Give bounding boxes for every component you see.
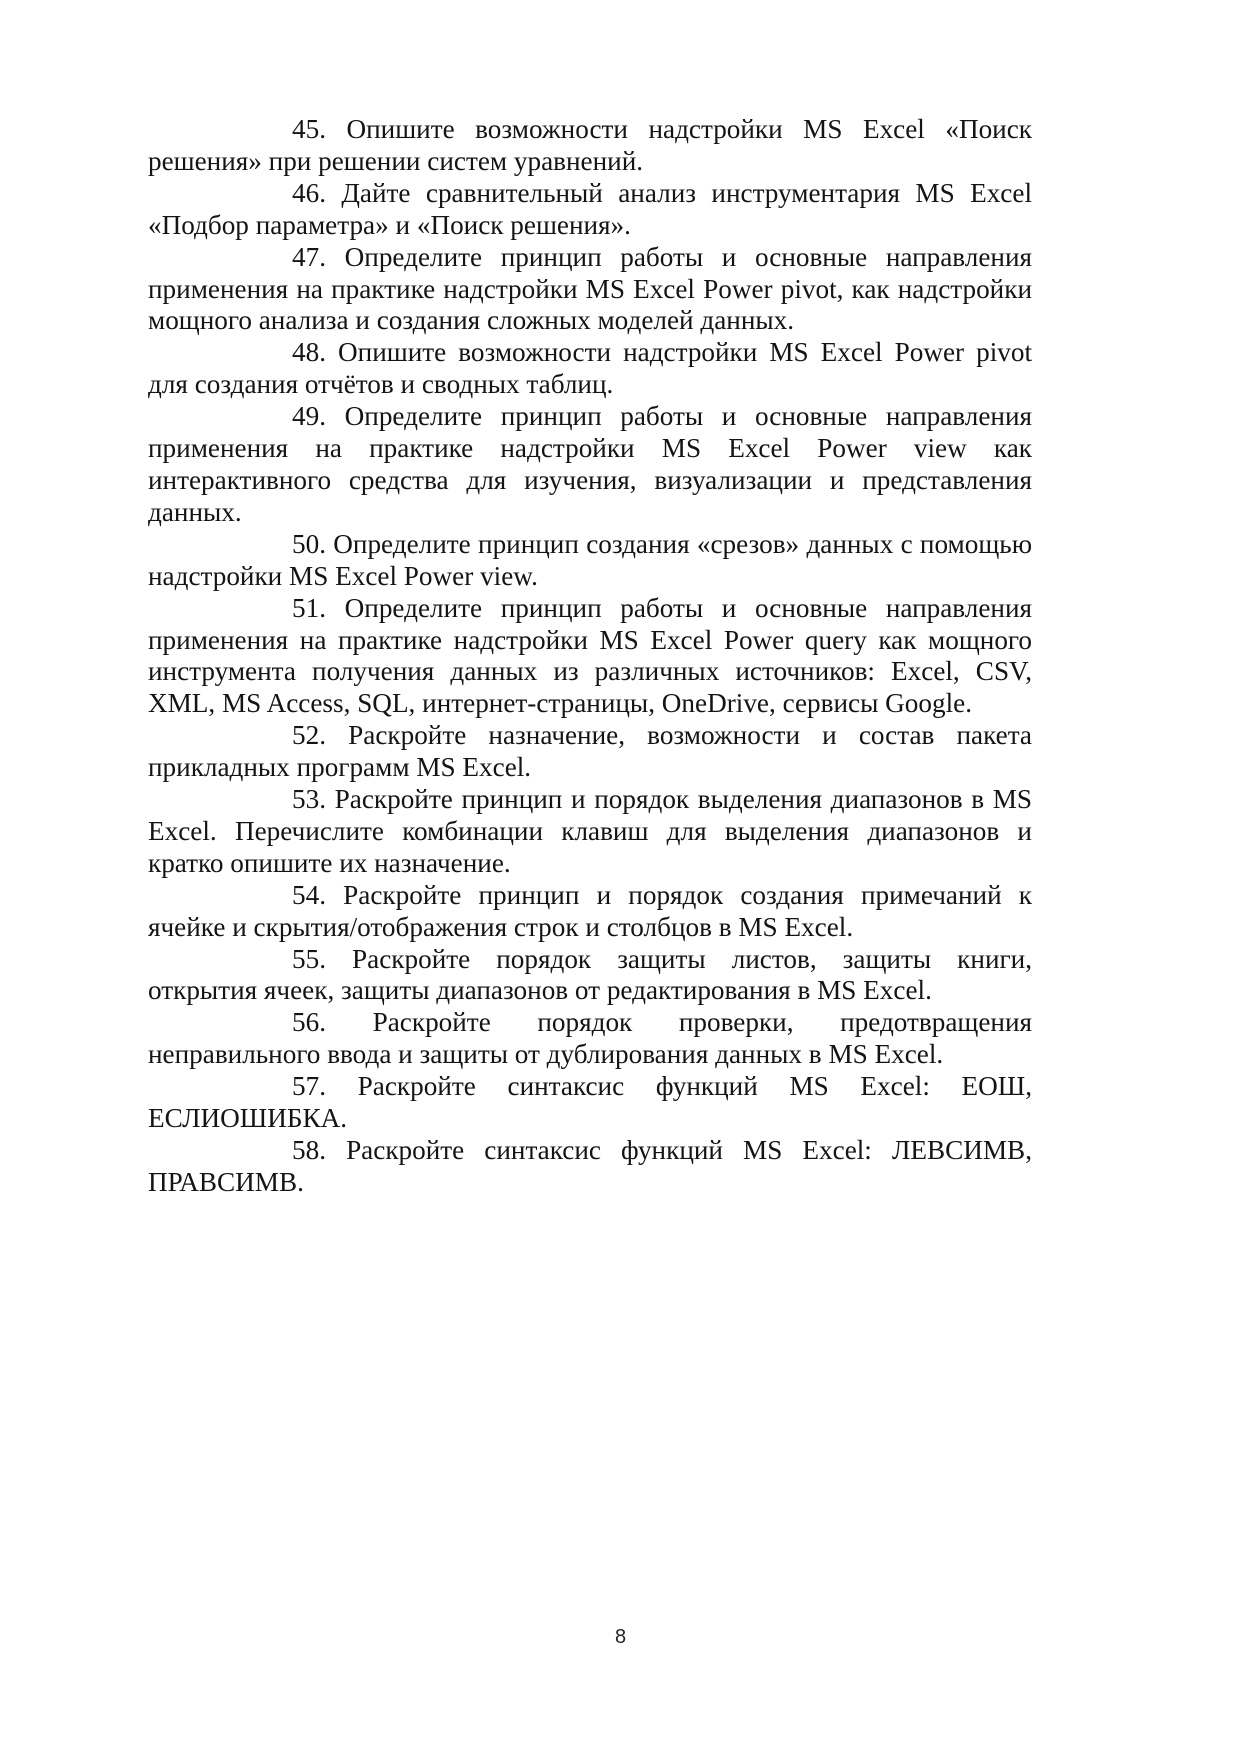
question-number: 49. — [292, 401, 326, 432]
question-text: Раскройте назначение, возможности и состав пакета прикладных программ MS Excel. — [148, 720, 1032, 783]
question-number: 52. — [292, 720, 326, 751]
question-number: 47. — [292, 241, 326, 272]
question-text: Раскройте синтаксис функций MS Excel: ЕОШ, ЕСЛИОШИБКА. — [148, 1071, 1033, 1134]
page-number: 8 — [614, 1626, 627, 1648]
question-number: 54. — [292, 879, 326, 910]
question-number: 48. — [292, 337, 326, 368]
question-item — [148, 337, 1032, 401]
question-text: Раскройте синтаксис функций MS Excel: ЛЕВСИМВ, ПРАВСИМВ. — [148, 1135, 1032, 1197]
question-text: Раскройте принцип и порядок создания примечаний к ячейке и скрытия/отображения строк и столбцов в MS Excel. — [148, 879, 1033, 942]
question-item — [148, 242, 1032, 338]
question-number: 57. — [292, 1071, 326, 1102]
question-number: 56. — [292, 1007, 326, 1038]
question-item — [148, 880, 1032, 944]
question-item — [148, 178, 1032, 242]
question-item — [148, 529, 1032, 593]
question-text: Раскройте порядок проверки, предотвращения неправильного ввода и защиты от дублирования данных в MS Excel. — [148, 1007, 1033, 1070]
question-number: 50. — [292, 528, 326, 559]
question-item — [148, 1071, 1032, 1135]
question-list — [148, 114, 1032, 1199]
question-item — [148, 784, 1032, 880]
question-text: Определите принцип работы и основные направления применения на практике надстройки MS Excel Power query как мощного инструмента получения данных из различных источников: Excel, CSV, XML, MS Access, SQL, интернет-страницы, OneDrive, сервисы Google. — [148, 592, 1033, 719]
question-text: Раскройте порядок защиты листов, защиты книги, открытия ячеек, защиты диапазонов от редактирования в MS Excel. — [148, 943, 1032, 1006]
question-text: Определите принцип работы и основные направления применения на практике надстройки MS Excel Power pivot, как надстройки мощного анализа и создания сложных моделей данных. — [148, 241, 1033, 336]
question-text: Опишите возможности надстройки MS Excel «Поиск решения» при решении систем уравнений. — [148, 114, 1033, 176]
question-text: Определите принцип создания «срезов» данных с помощью надстройки MS Excel Power view. — [148, 528, 1033, 591]
question-number: 51. — [292, 592, 326, 623]
question-item — [148, 1135, 1032, 1199]
question-text: Дайте сравнительный анализ инструментария MS Excel «Подбор параметра» и «Поиск решения». — [148, 177, 1032, 240]
question-text: Опишите возможности надстройки MS Excel Power pivot для создания отчётов и сводных таблиц. — [148, 337, 1033, 400]
question-number: 45. — [292, 114, 326, 144]
question-text: Раскройте принцип и порядок выделения диапазонов в MS Excel. Перечислите комбинации клавиш для выделения диапазонов и кратко опишите их назначение. — [148, 784, 1033, 878]
question-item — [148, 944, 1032, 1008]
question-number: 53. — [292, 784, 326, 815]
question-text: Определите принцип работы и основные направления применения на практике надстройки MS Excel Power view как интерактивного средства для изучения, визуализации и представления данных. — [148, 401, 1033, 527]
question-item — [148, 114, 1032, 178]
question-number: 46. — [292, 177, 326, 208]
question-item — [148, 401, 1032, 529]
question-item — [148, 593, 1032, 721]
question-number: 55. — [292, 943, 326, 974]
question-number: 58. — [292, 1135, 326, 1165]
question-item — [148, 1007, 1032, 1071]
question-item — [148, 720, 1032, 784]
